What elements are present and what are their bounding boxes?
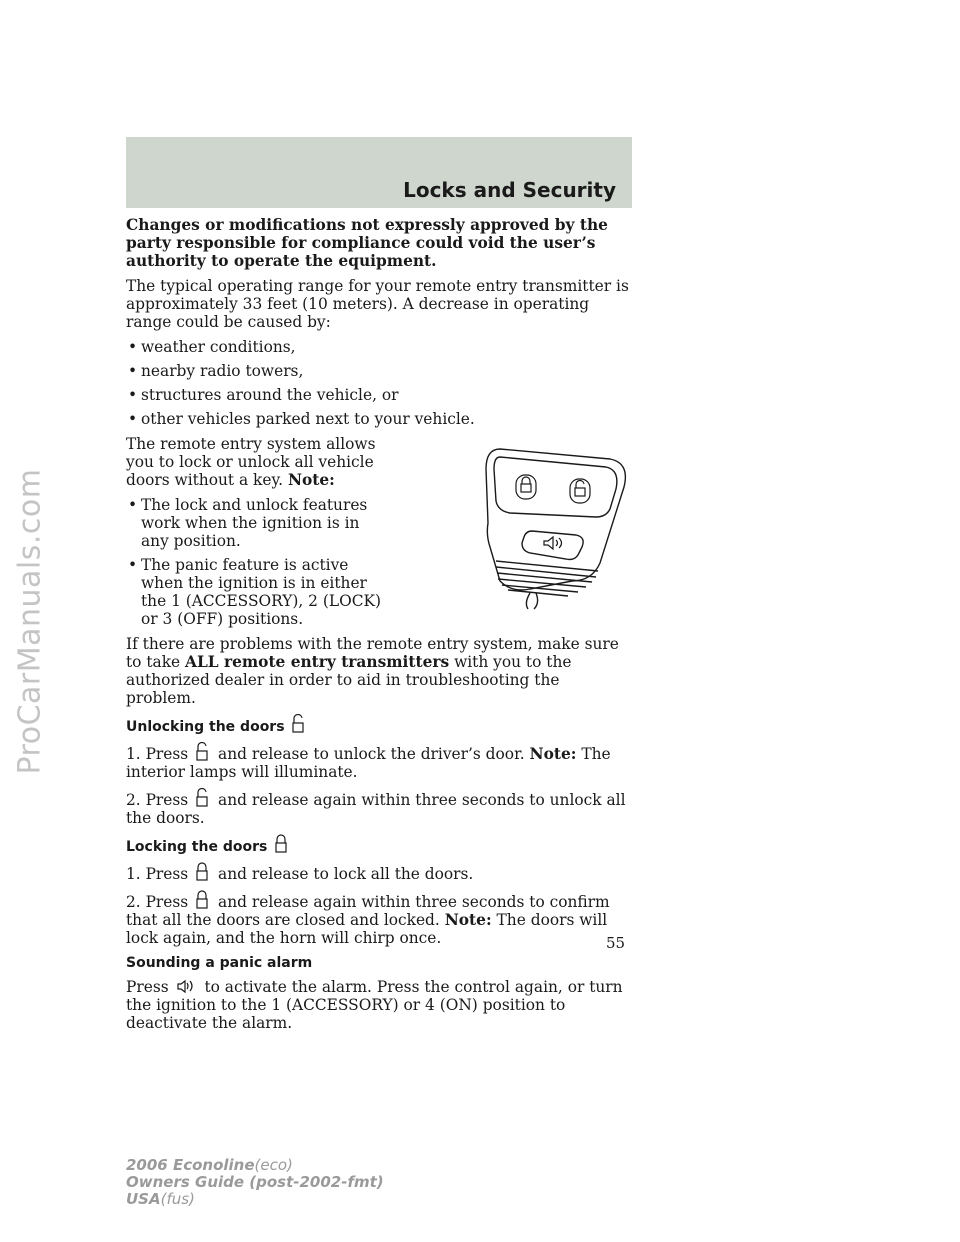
lock-step-1 <box>126 862 632 883</box>
lock-step-2 <box>126 890 632 947</box>
step-prefix: 2. Press <box>126 893 189 911</box>
footer-market-code: (fus) <box>160 1190 195 1208</box>
locking-heading <box>126 834 632 856</box>
panic-icon <box>176 979 196 995</box>
unlock-icon <box>195 788 209 808</box>
step-prefix: Press <box>126 978 169 996</box>
section-title: Locks and Security <box>403 178 616 202</box>
footer-line-3 <box>126 1191 384 1208</box>
footer-model-code: (eco) <box>254 1156 293 1174</box>
panic-heading: Sounding a panic alarm <box>126 955 313 971</box>
list-item: • nearby radio towers, <box>126 362 632 380</box>
unlocking-heading-text: Unlocking the doors <box>126 719 285 735</box>
range-paragraph: The typical operating range for your remote entry transmitter is approximately 33 feet (10 meters). A decrease in operating range could be caused by: <box>126 277 629 331</box>
note-label: Note: <box>529 745 577 763</box>
list-item: • weather conditions, <box>126 338 632 356</box>
locking-heading-text: Locking the doors <box>126 839 268 855</box>
lock-icon <box>274 834 288 854</box>
note-label: Note: <box>287 471 335 489</box>
note-text: The interior lamps will illuminate. <box>126 745 611 781</box>
list-item: • other vehicles parked next to your vehicle. <box>126 410 632 428</box>
range-causes-list <box>126 338 632 428</box>
unlock-icon <box>291 714 305 734</box>
footer-guide: Owners Guide (post-2002-fmt) <box>126 1173 384 1191</box>
footer-market: USA <box>126 1190 161 1208</box>
step-prefix: 1. Press <box>126 745 189 763</box>
remote-key-fob-illustration <box>460 443 632 611</box>
remote-system-block <box>126 435 386 628</box>
problems-post: with you to the authorized dealer in order to aid in troubleshooting the problem. <box>126 653 572 707</box>
footer-line-1 <box>126 1157 384 1174</box>
problems-bold: ALL remote entry transmitters <box>185 653 450 671</box>
system-paragraph <box>126 435 386 489</box>
document-footer <box>126 1157 384 1208</box>
unlock-icon <box>195 742 209 762</box>
step-text: and release again within three seconds to confirm that all the doors are closed and locked. <box>126 893 610 929</box>
panic-paragraph <box>126 978 632 1032</box>
step-prefix: 1. Press <box>126 865 189 883</box>
step-text: and release to lock all the doors. <box>218 865 474 883</box>
lock-icon <box>195 890 209 910</box>
page-content <box>126 216 632 1039</box>
note-label: Note: <box>444 911 492 929</box>
lock-icon <box>195 862 209 882</box>
step-prefix: 2. Press <box>126 791 189 809</box>
list-item: • structures around the vehicle, or <box>126 386 632 404</box>
list-item: • The panic feature is active when the ignition is in either the 1 (ACCESSORY), 2 (LOCK) or 3 (OFF) positions. <box>126 556 386 628</box>
watermark-text: ProCarManuals.com <box>12 467 48 775</box>
step-text: and release to unlock the driver’s door. <box>218 745 525 763</box>
section-header <box>126 137 632 208</box>
page-number: 55 <box>606 934 626 952</box>
footer-model: 2006 Econoline <box>126 1156 255 1174</box>
list-item: • The lock and unlock features work when the ignition is in any position. <box>126 496 386 550</box>
notes-list <box>126 496 386 628</box>
unlocking-heading <box>126 714 632 736</box>
note-text: The doors will lock again, and the horn will chirp once. <box>126 911 608 947</box>
unlock-step-2 <box>126 788 632 827</box>
step-text: to activate the alarm. Press the control again, or turn the ignition to the 1 (ACCESSORY) or 4 (ON) position to deactivate the alarm. <box>126 978 623 1032</box>
footer-line-2 <box>126 1174 384 1191</box>
unlock-step-1 <box>126 742 632 781</box>
watermark <box>0 0 60 1242</box>
step-text: and release again within three seconds to unlock all the doors. <box>126 791 626 827</box>
problems-pre: If there are problems with the remote entry system, make sure to take <box>126 635 619 671</box>
problems-paragraph <box>126 635 632 707</box>
system-text: The remote entry system allows you to lock or unlock all vehicle doors without a key. <box>126 435 376 489</box>
compliance-warning: Changes or modifications not expressly approved by the party responsible for compliance could void the user’s authority to operate the equipment. <box>126 216 608 270</box>
